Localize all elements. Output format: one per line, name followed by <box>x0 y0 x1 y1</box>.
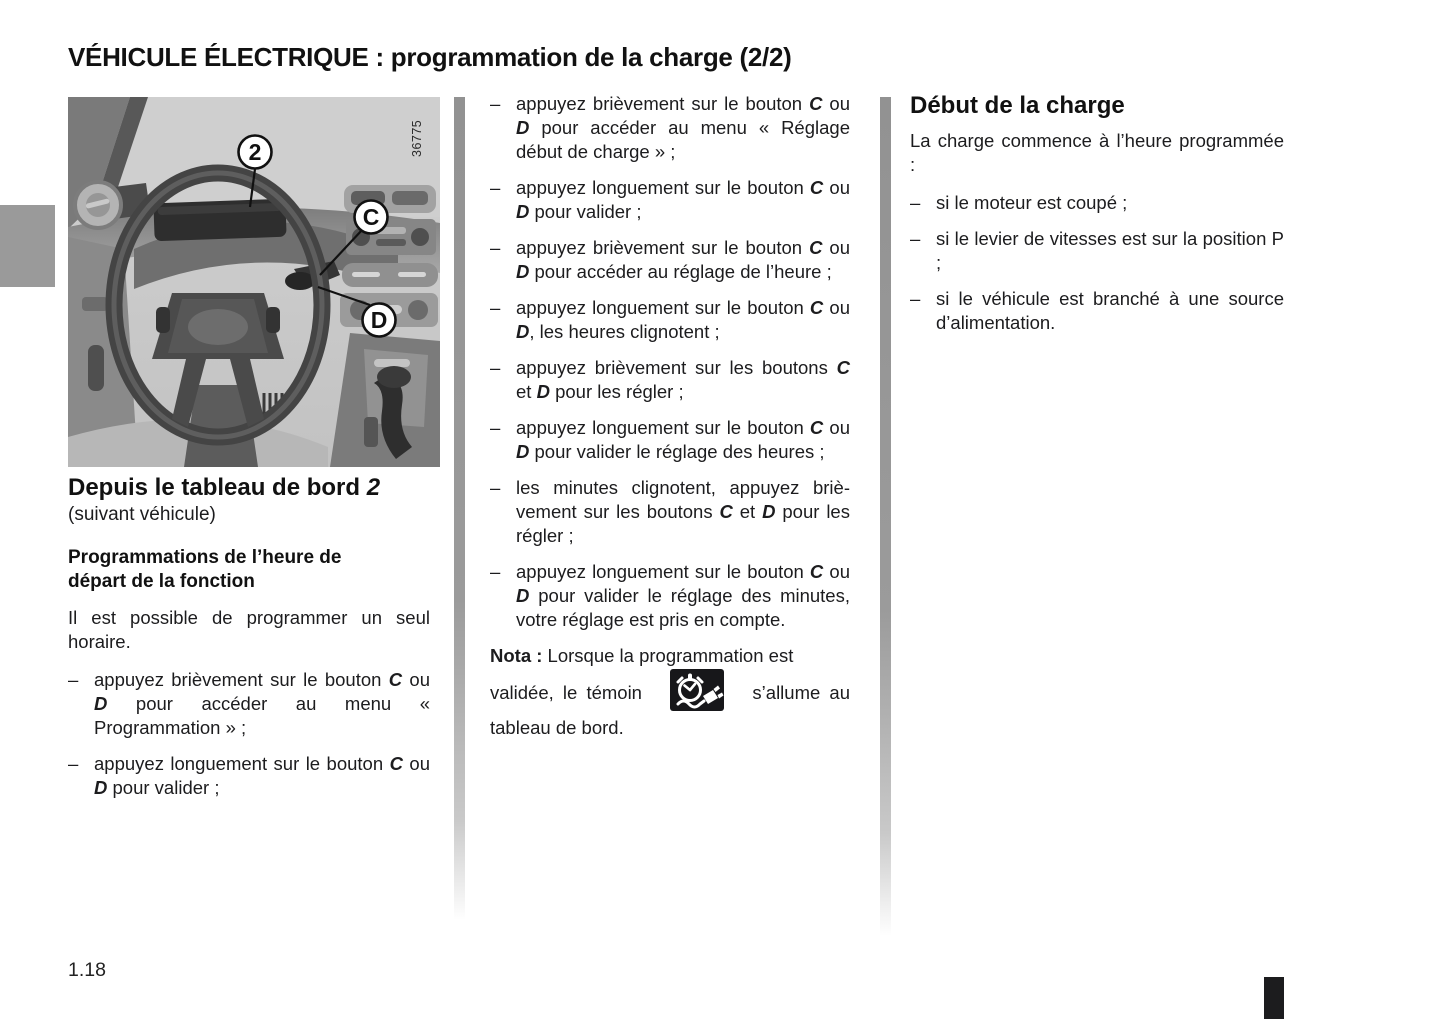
list-dash: – <box>910 192 921 213</box>
list-dash: – <box>490 477 501 498</box>
photo-reference-number: 36775 <box>410 119 424 157</box>
figure-caption-note: (suivant véhicule) <box>68 504 216 525</box>
list-dash: – <box>490 357 501 378</box>
list-item: – appuyez brièvement sur le bouton C ou D pour accéder au menu « Programmation » ; <box>68 669 431 738</box>
vehicle-dashboard-figure <box>68 97 440 467</box>
figure-caption-heading: Depuis le tableau de bord 2 <box>68 474 381 501</box>
list-dash: – <box>490 417 501 438</box>
list-item: – appuyez longuement sur le bouton C ou D pour valider ; <box>490 177 850 222</box>
list-dash: – <box>490 297 501 318</box>
section-heading: Début de la charge <box>910 92 1125 119</box>
bullet-list <box>68 668 430 800</box>
section-edge-tab <box>0 205 55 287</box>
page-title: VÉHICULE ÉLECTRIQUE : programmation de la charge (2/2) <box>68 42 792 72</box>
list-dash: – <box>910 288 921 309</box>
middle-column <box>490 92 850 740</box>
list-dash: – <box>490 237 501 258</box>
callout-d-badge <box>363 304 396 337</box>
svg-text:2: 2 <box>248 139 262 165</box>
charge-programming-indicator-icon <box>670 669 724 717</box>
list-dash: – <box>490 561 501 582</box>
list-item: – appuyez brièvement sur les boutons C et D pour les régler ; <box>490 357 850 402</box>
svg-text:D: D <box>370 307 388 333</box>
list-dash: – <box>490 93 501 114</box>
svg-text:C: C <box>362 204 380 230</box>
list-item: – appuyez brièvement sur le bouton C ou D pour accéder au réglage de l’heure ; <box>490 237 850 282</box>
callout-2-badge <box>239 136 272 169</box>
right-column <box>910 92 1284 347</box>
paragraph: La charge commence à l’heure programmée : <box>910 130 1284 175</box>
list-item: – si le moteur est coupé ; <box>910 192 1128 213</box>
list-item: – appuyez longuement sur le bouton C ou D pour valider le réglage des minutes, votre réglage est pris en compte. <box>490 561 850 630</box>
list-dash: – <box>68 669 79 690</box>
list-dash: – <box>490 177 501 198</box>
list-item: – si le levier de vitesses est sur la position P ; <box>910 228 1284 273</box>
list-item: – appuyez brièvement sur le bouton C ou D pour accéder au menu « Réglage début de charge » ; <box>490 93 850 162</box>
list-item: – les minutes clignotent, appuyez brièvement sur les boutons C et D pour les régler ; <box>490 477 850 546</box>
list-dash: – <box>910 228 921 249</box>
list-item: – appuyez longuement sur le bouton C ou D, les heures clignotent ; <box>490 297 850 342</box>
paragraph: Il est possible de programmer un seul horaire. <box>68 607 430 652</box>
nota-line-1: Nota : Lorsque la programmation est <box>490 645 794 666</box>
nota-line-2: validée, le témoin s’allume au <box>490 670 850 716</box>
list-item: – appuyez longuement sur le bouton C ou D pour valider ; <box>68 753 431 798</box>
nota-line-3: tableau de bord. <box>490 717 624 738</box>
left-column <box>68 474 430 812</box>
chapter-index-tab <box>1264 977 1284 1019</box>
nota-paragraph <box>490 644 850 740</box>
column-divider <box>880 97 891 953</box>
page-number: 1.18 <box>68 959 106 981</box>
column-divider <box>454 97 465 937</box>
dashboard-photo <box>68 97 440 467</box>
list-dash: – <box>68 753 79 774</box>
list-item: – si le véhicule est branché à une source d’alimentation. <box>910 288 1284 333</box>
callout-c-badge <box>355 201 388 234</box>
list-item: – appuyez longuement sur le bouton C ou D pour valider le réglage des heures ; <box>490 417 850 462</box>
subsection-heading: Programmations de l’heure de départ de la fonction <box>68 547 342 592</box>
